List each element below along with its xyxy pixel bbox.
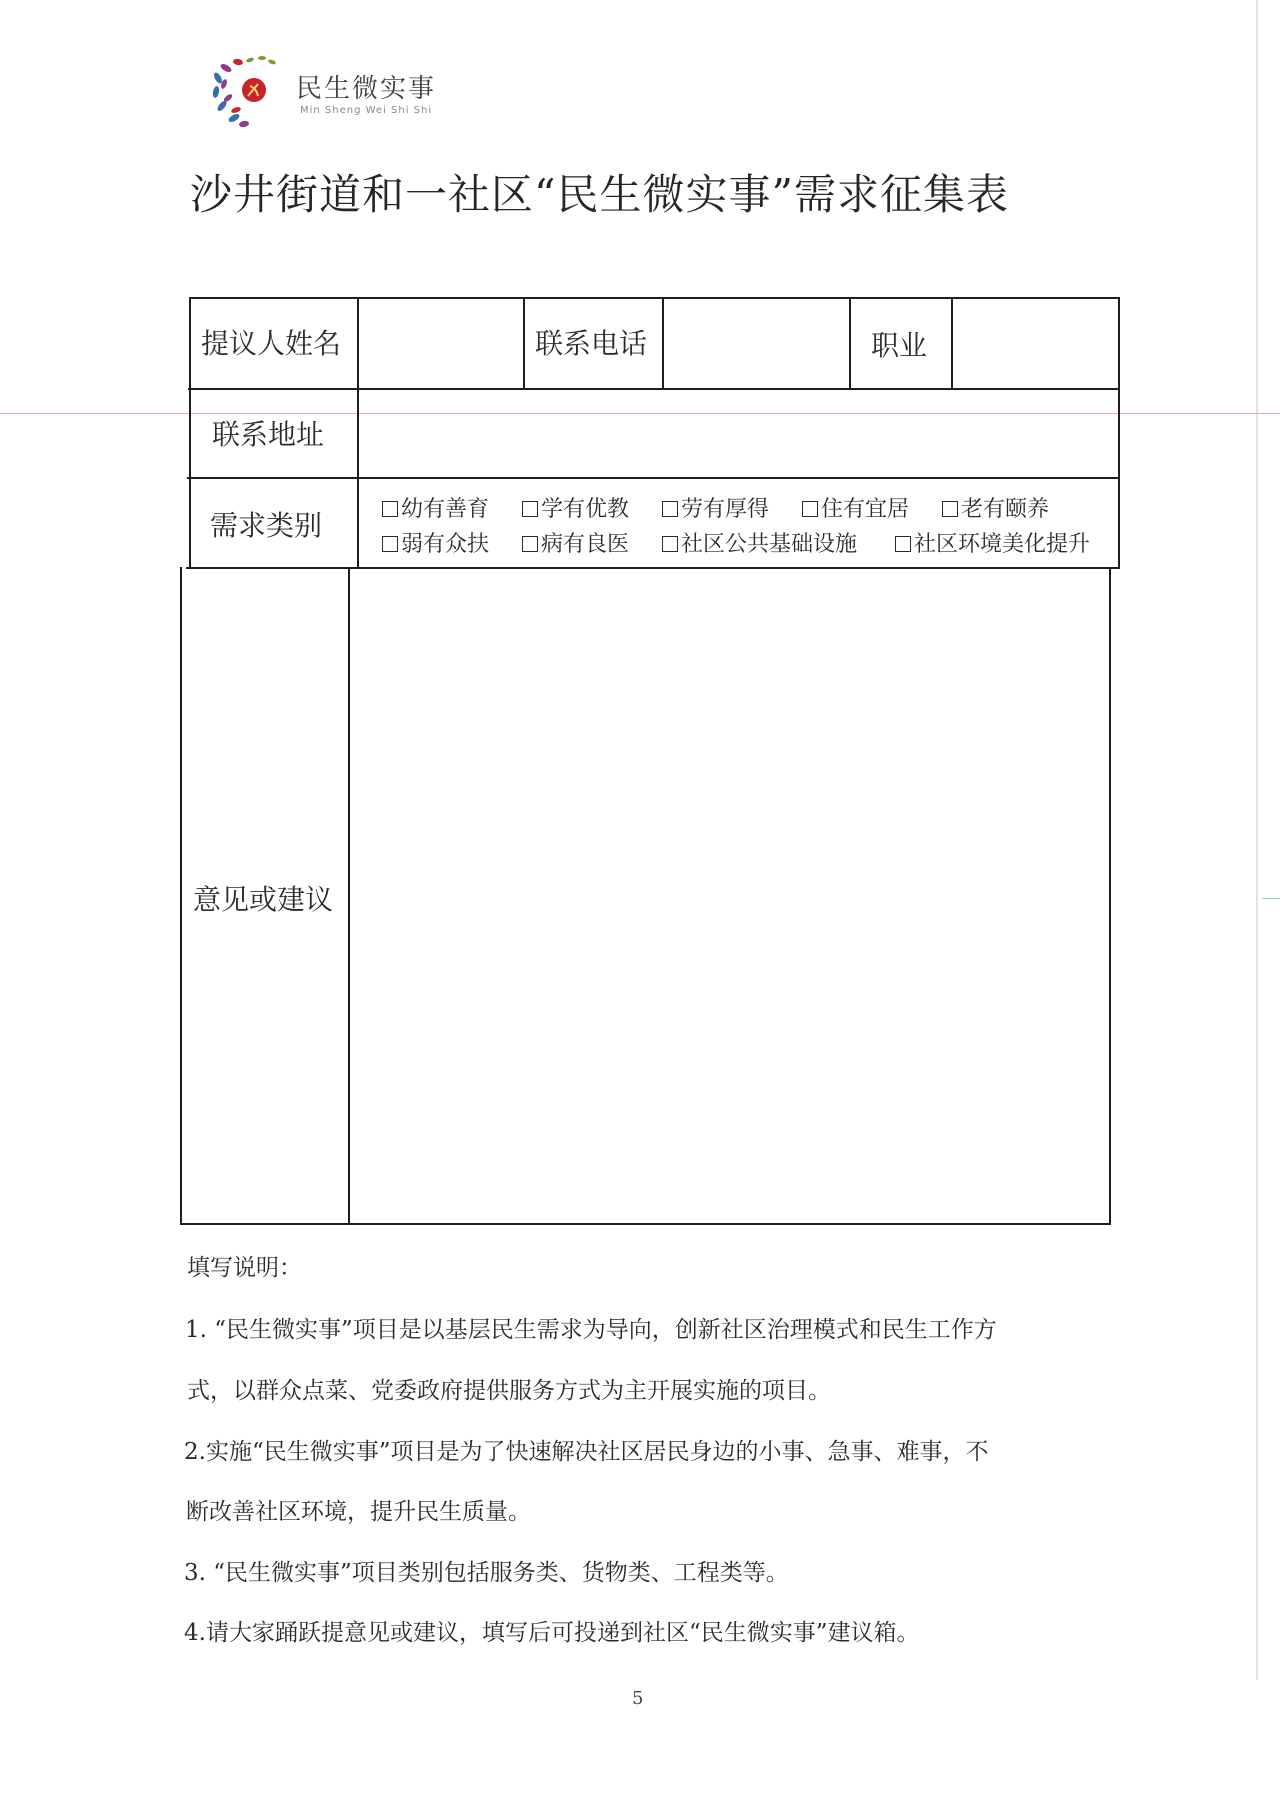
scan-mark	[1262, 898, 1280, 899]
table-border-left	[189, 297, 191, 568]
phone-label: 联系电话	[535, 327, 648, 360]
logo	[210, 50, 470, 130]
page-edge	[1256, 0, 1258, 1680]
instruction-line: 式，以群众点菜、党委政府提供服务方式为主开展实施的项目。	[187, 1378, 831, 1404]
category-option: 弱有众扶	[382, 527, 489, 558]
column-line	[951, 297, 953, 389]
occupation-label: 职业	[871, 329, 928, 362]
column-line	[523, 297, 525, 389]
table-border-left	[180, 567, 182, 1225]
heart-emblem-icon	[210, 50, 286, 130]
category-option: 幼有善育	[382, 492, 489, 523]
instruction-line: 4.请大家踊跃提意见或建议，填写后可投递到社区“民生微实事”建议箱。	[184, 1620, 920, 1646]
checkbox	[895, 536, 911, 552]
category-option: 学有优教	[522, 492, 629, 523]
category-label: 需求类别	[210, 509, 323, 542]
table-border-right	[1118, 297, 1120, 569]
proposer-name-label: 提议人姓名	[201, 327, 342, 360]
instruction-line: 1. “民生微实事”项目是以基层民生需求为导向，创新社区治理模式和民生工作方	[185, 1317, 997, 1343]
logo-pinyin: Min Sheng Wei Shi Shi	[300, 105, 433, 116]
category-option: 病有良医	[522, 527, 629, 558]
category-option: 住有宜居	[802, 492, 909, 523]
instruction-line: 断改善社区环境，提升民生质量。	[186, 1499, 531, 1525]
checkbox	[802, 501, 818, 517]
checkbox	[662, 536, 678, 552]
logo-name: 民生微实事	[296, 74, 437, 104]
checkbox	[662, 501, 678, 517]
category-option: 劳有厚得	[662, 492, 769, 523]
table-row-line	[187, 477, 1119, 479]
label-column-line	[357, 297, 359, 568]
checkbox	[522, 501, 538, 517]
checkbox	[382, 536, 398, 552]
opinion-label: 意见或建议	[193, 883, 334, 916]
scan-guide-line	[0, 413, 1280, 414]
table-row-line	[188, 388, 1120, 390]
checkbox	[522, 536, 538, 552]
page-number: 5	[632, 1688, 644, 1709]
instruction-line: 2.实施“民生微实事”项目是为了快速解决社区居民身边的小事、急事、难事，不	[184, 1439, 989, 1465]
instruction-line: 3. “民生微实事”项目类别包括服务类、货物类、工程类等。	[184, 1560, 789, 1586]
category-option: 社区环境美化提升	[895, 527, 1090, 558]
table-border-top	[190, 297, 1120, 299]
checkbox	[382, 501, 398, 517]
label-column-line	[348, 567, 350, 1225]
instructions-heading: 填写说明：	[187, 1255, 302, 1281]
table-border-bottom	[180, 1223, 1111, 1225]
column-line	[662, 297, 664, 389]
category-option: 老有颐养	[942, 492, 1049, 523]
table-border-right	[1109, 567, 1111, 1225]
checkbox	[942, 501, 958, 517]
category-option: 社区公共基础设施	[662, 527, 857, 558]
address-label: 联系地址	[212, 418, 325, 451]
table-row-line	[186, 567, 1118, 569]
page-title: 沙井街道和一社区“民生微实事”需求征集表	[190, 170, 1009, 219]
column-line	[849, 297, 851, 389]
